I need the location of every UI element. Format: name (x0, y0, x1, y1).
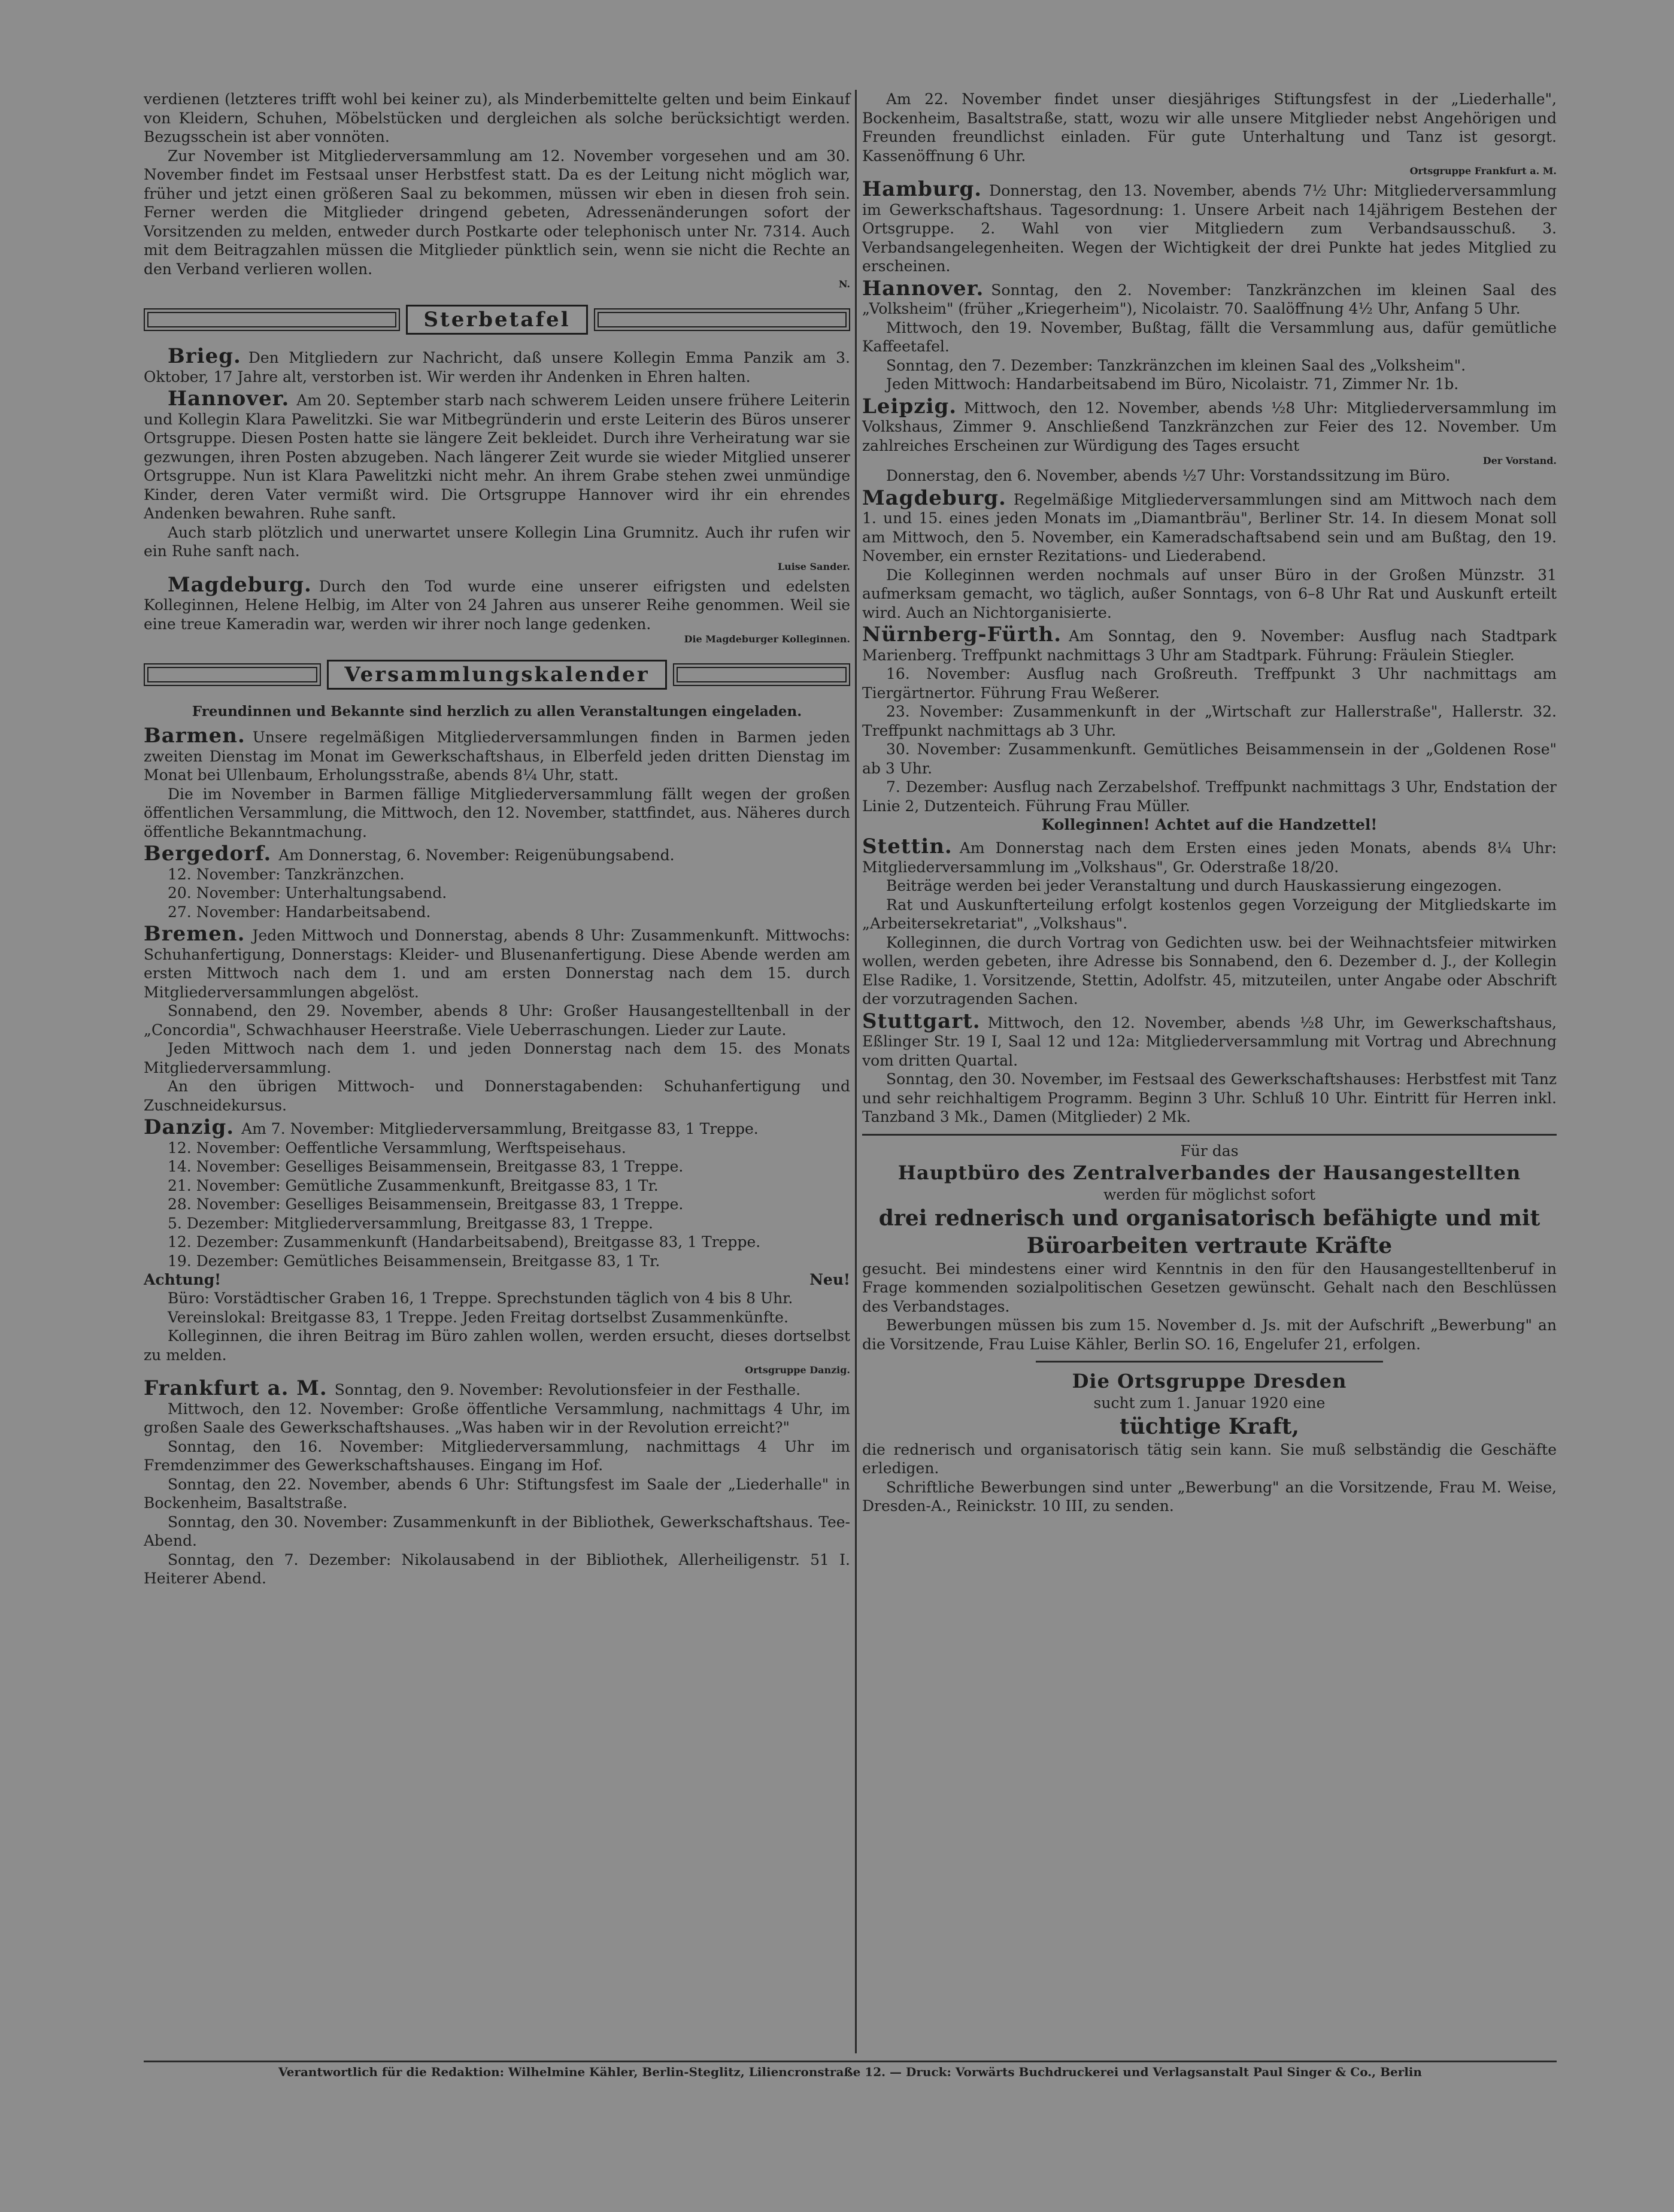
obituary-entry: Brieg. Den Mitgliedern zur Nachricht, daß unsere Kollegin Emma Panzik am 3. Oktober, 17 Jahre alt, verstorben ist. Wir werden ihr Andenken in Ehren halten. (144, 344, 850, 386)
entry-heading: Hamburg. (862, 177, 982, 201)
calendar-entry: Hamburg. Donnerstag, den 13. November, abends 7½ Uhr: Mitgliederversammlung im Gewerkschaftshaus. Tagesordnung: 1. Unsere Arbeit nach 14jährigem Bestehen der Ortsgruppe. 2. Wahl von vier Mitgliedern zum Verbandsausschuß. 3. Verbandsangelegenheiten. Wegen der Wichtigkeit der drei Punkte hat jedes Mitglied zu erscheinen. (862, 177, 1557, 275)
calendar-text: Sonntag, den 30. November, im Festsaal des Gewerkschaftshauses: Herbstfest mit Tanz und sehr reichhaltigem Programm. Beginn 3 Uhr. Schluß 10 Uhr. Eintritt für Herren inkl. Tanzband 3 Mk., Damen (Mitglieder) 2 Mk. (862, 1070, 1557, 1125)
calendar-text: Sonnabend, den 29. November, abends 8 Uhr: Großer Hausangestelltenball in der „Concordia", Schwachhauser Heerstraße. Viele Ueberraschungen. Lieder zur Laute. (144, 1002, 850, 1039)
calendar-text: 16. November: Ausflug nach Großreuth. Treffpunkt 3 Uhr nachmittags am Tiergärtnertor. Führung Frau Weßerer. (862, 665, 1557, 702)
list-item: 28. November: Geselliges Beisammensein, Breitgasse 83, 1 Treppe. (168, 1195, 684, 1213)
list-item: 12. November: Oeffentliche Versammlung, Werftspeisehaus. (168, 1139, 626, 1157)
entry-heading: Bergedorf. (144, 842, 272, 866)
calendar-text: Mittwoch, den 19. November, Bußtag, fällt die Versammlung aus, dafür gemütliche Kaffeetafel. (862, 318, 1557, 355)
calendar-entry: Leipzig. Mittwoch, den 12. November, abends ½8 Uhr: Mitgliederversammlung im Volkshaus, Zimmer 9. Anschließend Tanzkränzchen zur Feier des 12. November. Um zahlreiches Erscheinen zur Würdigung des Tages ersucht (862, 394, 1557, 454)
calendar-text: Jeden Mittwoch: Handarbeitsabend im Büro, Nicolaistr. 71, Zimmer Nr. 1b. (886, 375, 1459, 393)
ad-body: die rednerisch und organisatorisch tätig sein kann. Sie muß selbständig die Geschäfte erledigen. (862, 1440, 1557, 1477)
entry-heading: Barmen. (144, 724, 245, 748)
calendar-text: Büro: Vorstädtischer Graben 16, 1 Treppe. Sprechstunden täglich von 4 bis 8 Uhr. (168, 1289, 793, 1307)
signature: Luise Sander. (777, 560, 850, 572)
calendar-text: 30. November: Zusammenkunft. Gemütliches Beisammensein in der „Goldenen Rose" ab 3 Uhr. (862, 741, 1557, 777)
entry-heading: Bremen. (144, 922, 245, 946)
notice: Kolleginnen! Achtet auf die Handzettel! (1041, 816, 1378, 833)
calendar-entry: Bergedorf. Am Donnerstag, 6. November: Reigenübungsabend. (144, 842, 675, 866)
list-item: 20. November: Unterhaltungsabend. (168, 884, 447, 902)
ad-body: Schriftliche Bewerbungen sind unter „Bewerbung" an die Vorsitzende, Frau M. Weise, Dresden-A., Reinickstr. 10 III, zu senden. (862, 1478, 1557, 1515)
signature: Ortsgruppe Frankfurt a. M. (1409, 165, 1557, 177)
entry-heading: Magdeburg. (168, 572, 312, 597)
section-banner-sterbetafel (144, 303, 850, 336)
entry-heading: Brieg. (168, 344, 241, 368)
right-column (862, 90, 1557, 1516)
calendar-entry: Stuttgart. Mittwoch, den 12. November, abends ½8 Uhr, im Gewerkschaftshaus, Eßlinger Str. 19 I, Saal 12 und 12a: Mitgliederversammlung mit Vortrag und Abrechnung vom dritten Quartal. (862, 1009, 1557, 1069)
calendar-text: Sonntag, den 22. November, abends 6 Uhr: Stiftungsfest im Saale der „Liederhalle" in Bockenheim, Basaltstraße. (144, 1475, 850, 1512)
obituary-entry: Hannover. Am 20. September starb nach schwerem Leiden unsere frühere Leiterin und Kollegin Klara Pawelitzki. Sie war Mitbegründerin und erste Leiterin des Büros unserer Ortsgruppe. Diesen Posten hatte sie längere Zeit bekleidet. Durch ihre Verheiratung war sie gezwungen, ihren Posten abzugeben. Nach längerer Zeit wurde sie wieder Mitglied unserer Ortsgruppe. Nun ist Klara Pawelitzki nicht mehr. An ihrem Grabe stehen zwei unmündige Kinder, deren Vater vermißt wird. Die Ortsgruppe Hannover wird ihr ein ehrendes Andenken bewahren. Ruhe sanft. (144, 387, 850, 522)
entry-heading: Stuttgart. (862, 1009, 981, 1033)
calendar-text: Die im November in Barmen fällige Mitgliederversammlung fällt wegen der großen öffentlichen Versammlung, die Mittwoch, den 12. November, stattfindet, aus. Näheres durch öffentliche Bekanntmachung. (144, 785, 850, 841)
list-item: 21. November: Gemütliche Zusammenkunft, Breitgasse 83, 1 Tr. (168, 1176, 659, 1194)
calendar-entry: Frankfurt a. M. Sonntag, den 9. November: Revolutionsfeier in der Festhalle. (144, 1376, 801, 1400)
section-title: Versammlungskalender (327, 660, 666, 690)
calendar-text: 23. November: Zusammenkunft in der „Wirtschaft zur Hallerstraße", Hallerstr. 32. Treffpunkt nachmittags ab 3 Uhr. (862, 703, 1557, 739)
achtung-label: Achtung! (144, 1271, 222, 1288)
imprint-footer: Verantwortlich für die Redaktion: Wilhelmine Kähler, Berlin-Steglitz, Liliencronstraße 12. — Druck: Vorwärts Buchdruckerei und Verlagsanstalt Paul Singer & Co., Berlin (144, 2061, 1557, 2079)
left-column (144, 90, 850, 1588)
intro-paragraph: verdienen (letzteres trifft wohl bei keiner zu), als Minderbemittelte gelten und beim Einkauf von Kleidern, Schuhen, Möbelstücken und dergleichen als solche berücksichtigt werden. Bezugsschein ist aber vonnöten. (144, 90, 850, 145)
ad-intro: Für das (1180, 1142, 1239, 1160)
ad-subline: werden für möglichst sofort (1103, 1186, 1316, 1203)
entry-heading: Frankfurt a. M. (144, 1376, 327, 1400)
calendar-entry: Magdeburg. Regelmäßige Mitgliederversammlungen sind am Mittwoch nach dem 1. und 15. eines jeden Monats im „Diamantbräu", Berliner Str. 14. In diesem Monat soll am Mittwoch, den 5. November, ein Kameradschaftsabend sein und am Bußtag, den 19. November, ein ernster Rezitations- und Liederabend. (862, 486, 1557, 565)
entry-heading: Leipzig. (862, 394, 957, 418)
calendar-entry: Stettin. Am Donnerstag nach dem Ersten eines jeden Monats, abends 8¼ Uhr: Mitgliederversammlung im „Volkshaus", Gr. Oderstraße 18/20. (862, 835, 1557, 876)
entry-heading: Hannover. (168, 387, 290, 411)
calendar-text: Sonntag, den 7. Dezember: Tanzkränzchen im kleinen Saal des „Volksheim". (886, 356, 1466, 374)
calendar-text: Donnerstag, den 6. November, abends ½7 Uhr: Vorstandssitzung im Büro. (886, 467, 1451, 484)
list-item: 14. November: Geselliges Beisammensein, Breitgasse 83, 1 Treppe. (168, 1158, 684, 1175)
ad-heading: Die Ortsgruppe Dresden (1072, 1370, 1347, 1392)
list-item: 12. November: Tanzkränzchen. (168, 865, 405, 883)
calendar-entry: Danzig. Am 7. November: Mitgliederversammlung, Breitgasse 83, 1 Treppe. (144, 1115, 759, 1139)
ad-subline: sucht zum 1. Januar 1920 eine (1093, 1394, 1326, 1412)
calendar-text: Vereinslokal: Breitgasse 83, 1 Treppe. Jeden Freitag dortselbst Zusammenkünfte. (168, 1308, 789, 1326)
calendar-text: Sonntag, den 30. November: Zusammenkunft in der Bibliothek, Gewerkschaftshaus. Tee-Abend. (144, 1513, 850, 1549)
entry-heading: Nürnberg-Fürth. (862, 623, 1062, 647)
calendar-text: Sonntag, den 7. Dezember: Nikolausabend in der Bibliothek, Allerheiligenstr. 51 I. Heiterer Abend. (144, 1550, 850, 1587)
signature: N. (838, 278, 850, 290)
calendar-text: Am 22. November findet unser diesjähriges Stiftungsfest in der „Liederhalle", Bockenheim, Basaltstraße, statt, wozu wir alle unsere Mitglieder nebst Angehörigen und Freunden freundlichst einladen. Für gute Unterhaltung und Tanz ist gesorgt. Kassenöffnung 6 Uhr. (862, 90, 1557, 165)
signature: Ortsgruppe Danzig. (745, 1364, 850, 1376)
calendar-text: An den übrigen Mittwoch- und Donnerstagabenden: Schuhanfertigung und Zuschneidekursus. (144, 1078, 850, 1114)
obituary-text: Auch starb plötzlich und unerwartet unsere Kollegin Lina Grumnitz. Auch ihr rufen wir ein Ruhe sanft nach. (144, 523, 850, 560)
list-item: 12. Dezember: Zusammenkunft (Handarbeitsabend), Breitgasse 83, 1 Treppe. (168, 1233, 761, 1251)
ad-heading: Hauptbüro des Zentralverbandes der Hausangestellten (897, 1161, 1521, 1184)
calendar-entry: Hannover. Sonntag, den 2. November: Tanzkränzchen im kleinen Saal des „Volksheim" (früher „Kriegerheim"), Nicolaistr. 70. Saalöffnung 4½ Uhr, Anfang 5 Uhr. (862, 276, 1557, 317)
ad-title: tüchtige Kraft, (1119, 1413, 1300, 1439)
banner-ornament (144, 663, 321, 686)
ad-body: gesucht. Bei mindestens einer wird Kenntnis in den für den Hausangestelltenberuf in Frage kommenden sozialpolitischen Gesetzen gewünscht. Gehalt nach den Beschlüssen des Verbandstages. (862, 1260, 1557, 1315)
signature: Die Magdeburger Kolleginnen. (684, 633, 850, 645)
calendar-entry: Barmen. Unsere regelmäßigen Mitgliederversammlungen finden in Barmen jeden zweiten Dienstag im Monat im Gewerkschaftshaus, in Elberfeld jeden dritten Dienstag im Monat bei Ullenbaum, Erholungsstraße, abends 8¼ Uhr, statt. (144, 724, 850, 784)
entry-heading: Magdeburg. (862, 486, 1006, 510)
entry-heading: Hannover. (862, 276, 984, 301)
section-divider (862, 1134, 1557, 1136)
calendar-text: 7. Dezember: Ausflug nach Zerzabelshof. Treffpunkt nachmittags 3 Uhr, Endstation der Linie 2, Dutzenteich. Führung Frau Müller. (862, 778, 1557, 815)
column-divider (855, 90, 857, 2053)
signature: Der Vorstand. (1482, 455, 1557, 466)
list-item: 19. Dezember: Gemütliches Beisammensein, Breitgasse 83, 1 Tr. (168, 1252, 660, 1270)
neu-label: Neu! (809, 1271, 850, 1288)
ad-body: Bewerbungen müssen bis zum 15. November d. Js. mit der Aufschrift „Bewerbung" an die Vorsitzende, Frau Luise Kähler, Berlin SO. 16, Engelufer 21, erfolgen. (862, 1316, 1557, 1353)
calendar-text: Jeden Mittwoch nach dem 1. und jeden Donnerstag nach dem 15. des Monats Mitgliederversammlung. (144, 1040, 850, 1076)
calendar-entry: Bremen. Jeden Mittwoch und Donnerstag, abends 8 Uhr: Zusammenkunft. Mittwochs: Schuhanfertigung, Donnerstags: Kleider- und Blusenanfertigung. Diese Abende werden am ersten Mittwoch nach dem 1. und am ersten Donnerstag nach dem 15. durch Mitgliederversammlungen abgelöst. (144, 922, 850, 1001)
calendar-text: Kolleginnen, die ihren Beitrag im Büro zahlen wollen, werden ersucht, dieses dortselbst zu melden. (144, 1327, 850, 1364)
section-title: Sterbetafel (406, 305, 587, 335)
banner-ornament (594, 308, 850, 331)
invitation-note: Freundinnen und Bekannte sind herzlich zu allen Veranstaltungen eingeladen. (192, 703, 802, 720)
section-banner-kalender (144, 658, 850, 691)
banner-ornament (144, 308, 400, 331)
calendar-text: Kolleginnen, die durch Vortrag von Gedichten usw. bei der Weihnachtsfeier mitwirken wollen, werden gebeten, ihre Adresse bis Sonnabend, den 6. Dezember d. J., der Kollegin Else Radike, 1. Vorsitzende, Stettin, Adolfstr. 45, mitzuteilen, unter Angabe oder Abschrift der vorzutragenden Sachen. (862, 933, 1557, 1008)
ad-divider (1036, 1361, 1383, 1363)
list-item: 27. November: Handarbeitsabend. (168, 903, 431, 921)
list-item: 5. Dezember: Mitgliederversammlung, Breitgasse 83, 1 Treppe. (168, 1214, 653, 1232)
banner-ornament (673, 663, 850, 686)
calendar-text: Die Kolleginnen werden nochmals auf unser Büro in der Großen Münzstr. 31 aufmerksam gemacht, wo täglich, außer Sonntags, von 6–8 Uhr Rat und Auskunft erteilt wird. Auch an Nichtorganisierte. (862, 566, 1557, 621)
obituary-entry: Magdeburg. Durch den Tod wurde eine unserer eifrigsten und edelsten Kolleginnen, Helene Helbig, im Alter von 24 Jahren aus unserer Reihe genommen. Weil sie eine treue Kameradin war, werden wir ihrer noch lange gedenken. (144, 572, 850, 633)
intro-paragraph: Zur November ist Mitgliederversammlung am 12. November vorgesehen und am 30. November findet im Festsaal unser Herbstfest statt. Da es der Leitung nicht möglich war, früher und jetzt einen größeren Saal zu bekommen, müssen wir eben in diesen froh sein. Ferner werden die Mitglieder dringend gebeten, Adressenänderungen sofort der Vorsitzenden zu melden, entweder durch Postkarte oder telephonisch unter Nr. 7314. Auch mit dem Beitragzahlen müssen die Mitglieder pünktlich sein, wenn sie nicht die Rechte an den Verband verlieren wollen. (144, 147, 850, 278)
calendar-text: Mittwoch, den 12. November: Große öffentliche Versammlung, nachmittags 4 Uhr, im großen Saale des Gewerkschaftshauses. „Was haben wir in der Revolution erreicht?" (144, 1400, 850, 1436)
entry-heading: Stettin. (862, 835, 953, 858)
calendar-entry: Nürnberg-Fürth. Am Sonntag, den 9. November: Ausflug nach Stadtpark Marienberg. Treffpunkt nachmittags 3 Uhr am Stadtpark. Führung: Fräulein Stiegler. (862, 623, 1557, 664)
calendar-text: Beiträge werden bei jeder Veranstaltung und durch Hauskassierung eingezogen. (886, 877, 1502, 894)
calendar-text: Sonntag, den 16. November: Mitgliederversammlung, nachmittags 4 Uhr im Fremdenzimmer des Gewerkschaftshauses. Eingang im Hof. (144, 1437, 850, 1474)
entry-heading: Danzig. (144, 1115, 235, 1139)
ad-title: drei rednerisch und organisatorisch befähigte und mit Büroarbeiten vertraute Kräfte (878, 1205, 1540, 1258)
calendar-text: Rat und Auskunfterteilung erfolgt kostenlos gegen Vorzeigung der Mitgliedskarte im „Arbeitersekretariat", „Volkshaus". (862, 896, 1557, 932)
